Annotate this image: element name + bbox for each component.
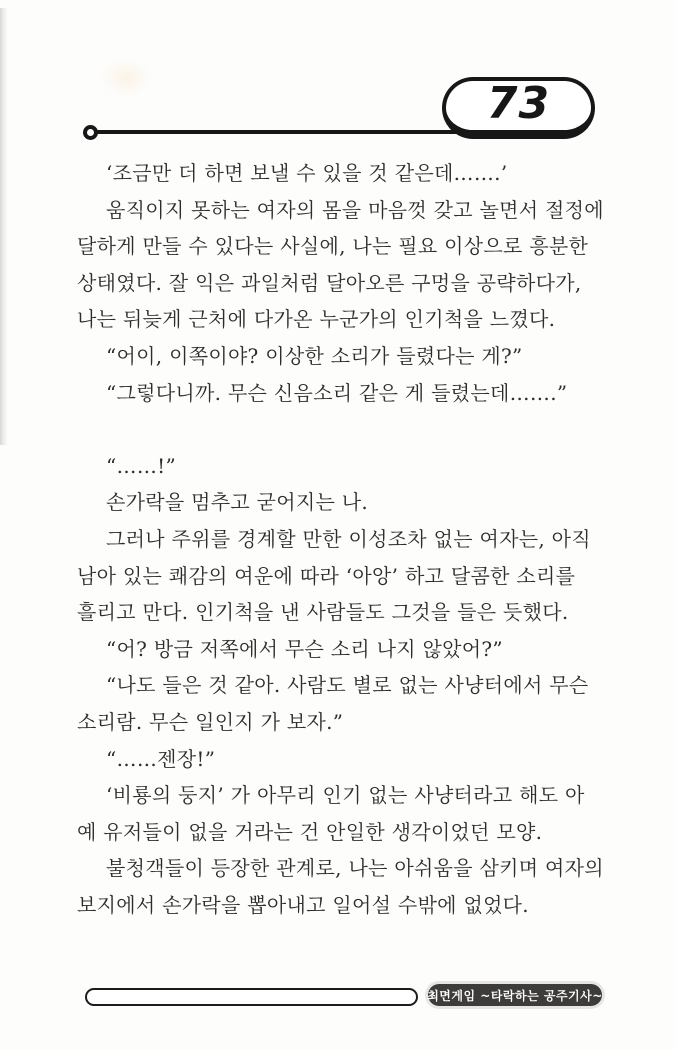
body-text-line: ‘비룡의 둥지’ 가 아무리 인기 없는 사냥터라고 해도 아	[106, 783, 585, 808]
body-text-line: 예 유저들이 없을 거라는 건 안일한 생각이었던 모양.	[77, 819, 543, 844]
body-text-line: 움직이지 못하는 여자의 몸을 마음껏 갖고 놀면서 절정에	[106, 197, 604, 222]
footer-title: 최면게임 ~타락하는 공주기사~	[427, 988, 603, 1003]
body-text-line: “……!”	[106, 453, 176, 478]
body-text-line: 그러나 주위를 경계할 만한 이성조차 없는 여자는, 아직	[106, 526, 591, 551]
header-rule	[94, 130, 459, 134]
body-text-line: 손가락을 멈추고 굳어지는 나.	[106, 490, 369, 515]
body-text-line: 나는 뒤늦게 근처에 다가온 누군가의 인기척을 느꼈다.	[77, 307, 556, 332]
body-text	[77, 155, 604, 923]
scan-edge-shadow	[0, 8, 8, 445]
body-text-line: “그렇다니까. 무슨 신음소리 같은 게 들렸는데…….”	[106, 380, 568, 405]
body-text-line: 남아 있는 쾌감의 여운에 따라 ‘아앙’ 하고 달콤한 소리를	[77, 563, 576, 588]
body-text-line	[77, 411, 601, 448]
body-text-line: “나도 들은 것 같아. 사람도 별로 없는 사냥터에서 무슨	[106, 673, 589, 698]
body-text-line: “어이, 이쪽이야? 이상한 소리가 들렸다는 게?”	[106, 343, 523, 368]
page-number-pill	[442, 77, 595, 139]
footer-title-badge	[428, 984, 602, 1006]
footer-pill-outline	[85, 988, 418, 1006]
body-text-line: ‘조금만 더 하면 보낼 수 있을 것 같은데…….’	[106, 161, 508, 185]
page-number: 73	[486, 77, 551, 129]
paper-smudge	[100, 58, 152, 98]
body-text-line: 불청객들이 등장한 관계로, 나는 아쉬움을 삼키며 여자의	[106, 856, 604, 881]
body-text-line: 달하게 만들 수 있다는 사실에, 나는 필요 이상으로 흥분한	[77, 234, 589, 259]
body-text-line: 흘리고 만다. 인기척을 낸 사람들도 그것을 들은 듯했다.	[77, 600, 569, 625]
body-text-line: 상태였다. 잘 익은 과일처럼 달아오른 구멍을 공략하다가,	[77, 270, 582, 295]
body-text-line: 소리람. 무슨 일인지 가 보자.”	[77, 709, 344, 734]
body-text-line: “……젠장!”	[106, 746, 216, 771]
body-text-line: 보지에서 손가락을 뽑아내고 일어설 수밖에 없었다.	[77, 892, 529, 917]
body-text-line: “어? 방금 저쪽에서 무슨 소리 나지 않았어?”	[106, 636, 503, 661]
